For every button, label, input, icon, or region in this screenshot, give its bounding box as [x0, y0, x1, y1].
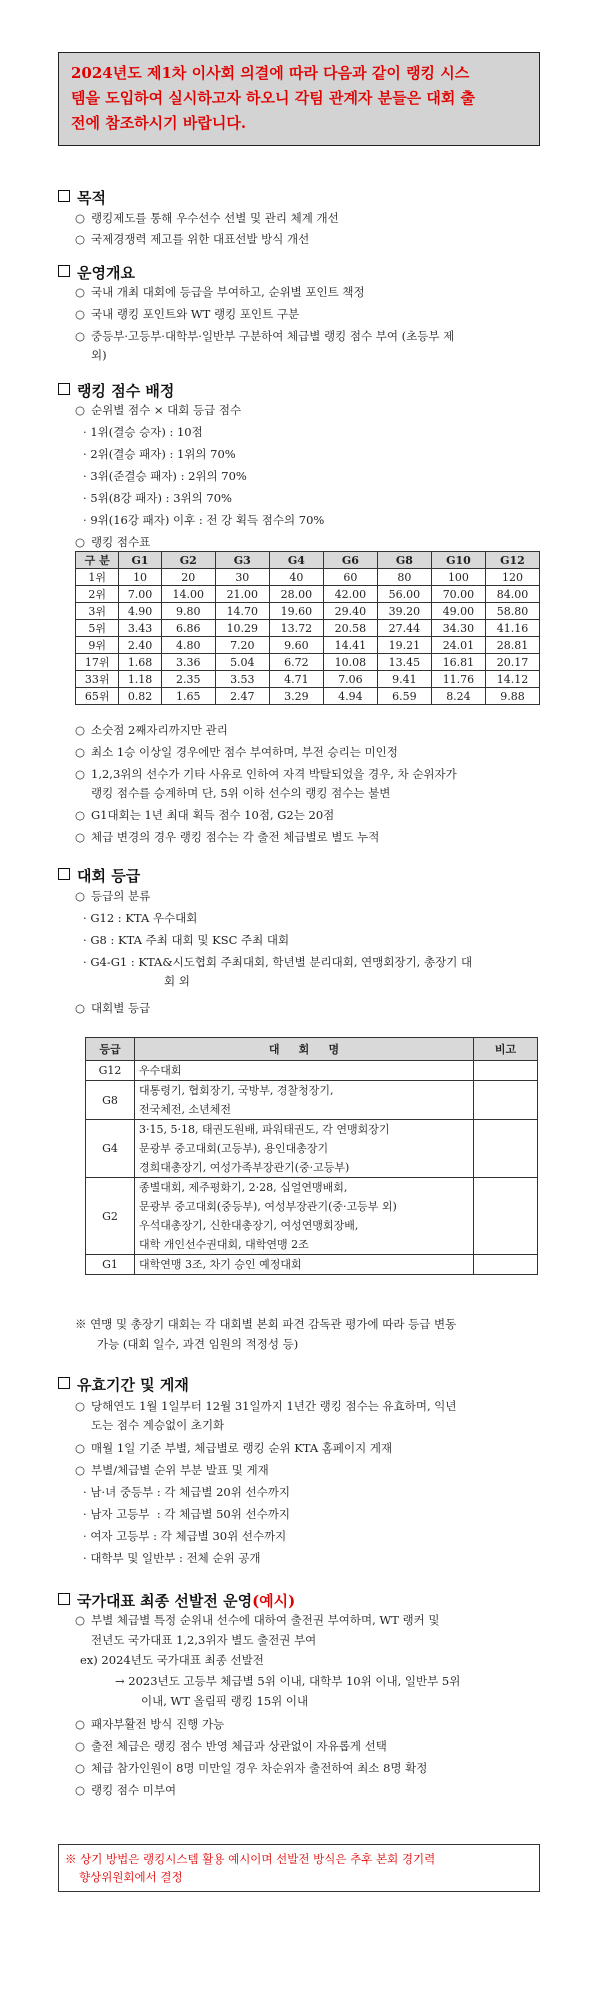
section-scoring-title: 랭킹 점수 배정	[58, 380, 174, 401]
class-item: · G8 : KTA 주최 대회 및 KSC 주최 대회	[83, 933, 290, 947]
notice-line: 2024년도 제1차 이사회 의결에 따라 다음과 같이 랭킹 시스	[71, 64, 470, 82]
checkbox-square-icon	[58, 868, 70, 880]
score-cell: 120	[485, 569, 539, 586]
rank-cell: 9위	[76, 637, 119, 654]
classification-label: ○ 등급의 분류	[75, 889, 151, 903]
remark-cell	[474, 1120, 538, 1178]
grade-note: ※ 연맹 및 총장기 대회는 각 대회별 본회 파견 감독관 평가에 따라 등급 변동	[75, 1317, 457, 1331]
score-cell: 4.80	[161, 637, 215, 654]
score-cell: 84.00	[485, 586, 539, 603]
section-overview-title: 운영개요	[58, 262, 135, 283]
list-item: ○ 랭킹 점수 미부여	[75, 1783, 177, 1797]
table-row	[86, 1120, 538, 1178]
list-item: ○ 중등부·고등부·대학부·일반부 구분하여 체급별 랭킹 점수 부여 (초등부 제	[75, 329, 455, 343]
score-cell: 4.71	[269, 671, 323, 688]
score-cell: 3.36	[161, 654, 215, 671]
score-cell: 80	[377, 569, 431, 586]
table-header: 구 분	[76, 552, 119, 569]
notice-line: 전에 참조하시기 바랍니다.	[71, 114, 247, 132]
table-header: G8	[377, 552, 431, 569]
score-cell: 29.40	[323, 603, 377, 620]
rank-cell: 1위	[76, 569, 119, 586]
notice-box	[58, 52, 540, 146]
table-row	[86, 1255, 538, 1275]
note-item-cont: 랭킹 점수를 승계하며 단, 5위 이하 선수의 랭킹 점수는 불변	[91, 786, 391, 800]
table-header: G2	[161, 552, 215, 569]
score-cell: 6.86	[161, 620, 215, 637]
example-detail: → 2023년도 고등부 체급별 5위 이내, 대학부 10위 이내, 일반부 5위	[115, 1674, 461, 1688]
score-cell: 1.65	[161, 688, 215, 705]
section-purpose-title: 목적	[58, 187, 106, 208]
example-line: ex) 2024년도 국가대표 최종 선발전	[80, 1653, 264, 1667]
note-item: ○ 1,2,3위의 선수가 기타 사유로 인하여 자격 박탈되었을 경우, 차 순위자가	[75, 767, 457, 781]
list-item: ○ 국내 랭킹 포인트와 WT 랭킹 포인트 구분	[75, 307, 300, 321]
table-row	[76, 637, 540, 654]
table-header: 비고	[474, 1038, 538, 1061]
sub-item: · 대학부 및 일반부 : 전체 순위 공개	[83, 1551, 261, 1565]
score-cell: 1.18	[119, 671, 161, 688]
list-item: ○ 출전 체급은 랭킹 점수 반영 체급과 상관없이 자유롭게 선택	[75, 1739, 387, 1753]
score-cell: 41.16	[485, 620, 539, 637]
grade-cell: G1	[86, 1255, 135, 1275]
sub-item: · 남자 고등부 : 각 체급별 50위 선수까지	[83, 1507, 290, 1521]
note-item: ○ 소숫점 2째자리까지만 관리	[75, 723, 228, 737]
grade-cell: G4	[86, 1120, 135, 1178]
score-cell: 19.60	[269, 603, 323, 620]
note-item: ○ 체급 변경의 경우 랭킹 점수는 각 출전 체급별로 별도 누적	[75, 830, 380, 844]
table-header: G6	[323, 552, 377, 569]
score-cell: 7.06	[323, 671, 377, 688]
table-header: G1	[119, 552, 161, 569]
grade-cell: G2	[86, 1178, 135, 1255]
score-cell: 20.17	[485, 654, 539, 671]
score-cell: 0.82	[119, 688, 161, 705]
score-cell: 14.12	[485, 671, 539, 688]
rank-cell: 33위	[76, 671, 119, 688]
competition-grade-table	[85, 1037, 538, 1275]
score-cell: 9.88	[485, 688, 539, 705]
score-cell: 13.72	[269, 620, 323, 637]
score-cell: 6.59	[377, 688, 431, 705]
table-row	[76, 654, 540, 671]
checkbox-square-icon	[58, 1377, 70, 1389]
score-cell: 21.00	[215, 586, 269, 603]
footnote-box	[58, 1844, 540, 1892]
competition-name: 3·15, 5·18, 태권도원배, 파워태권도, 각 연맹회장기	[139, 1123, 390, 1136]
remark-cell	[474, 1081, 538, 1120]
table-row	[76, 671, 540, 688]
class-item-cont: 회 외	[164, 974, 190, 988]
ranking-score-table	[75, 551, 540, 705]
score-cell: 13.45	[377, 654, 431, 671]
list-item-cont: 도는 점수 계승없이 초기화	[91, 1418, 225, 1432]
grade-cell: G8	[86, 1081, 135, 1120]
rank-cell: 65위	[76, 688, 119, 705]
competition-name: 우수대회	[139, 1064, 182, 1077]
list-item: ○ 매월 1일 기준 부별, 체급별로 랭킹 순위 KTA 홈페이지 게재	[75, 1441, 393, 1455]
score-cell: 70.00	[431, 586, 485, 603]
score-cell: 10.08	[323, 654, 377, 671]
checkbox-square-icon	[58, 1593, 70, 1605]
class-item: · G12 : KTA 우수대회	[83, 911, 198, 925]
competition-name: 문광부 중고대회(고등부), 용인대총장기	[139, 1142, 329, 1155]
section-grades-title: 대회 등급	[58, 865, 140, 886]
table-header: 등급	[86, 1038, 135, 1061]
table-row	[76, 603, 540, 620]
rank-item: · 3위(준결승 패자) : 2위의 70%	[83, 469, 247, 483]
competition-name: 대학 개인선수권대회, 대학연맹 2조	[139, 1238, 309, 1251]
score-cell: 14.41	[323, 637, 377, 654]
remark-cell	[474, 1061, 538, 1081]
remark-cell	[474, 1255, 538, 1275]
rank-cell: 2위	[76, 586, 119, 603]
score-cell: 3.29	[269, 688, 323, 705]
table-row	[76, 620, 540, 637]
list-item: ○ 국내 개최 대회에 등급을 부여하고, 순위별 포인트 책정	[75, 285, 365, 299]
table-header: G4	[269, 552, 323, 569]
footnote-line: 향상위원회에서 결정	[79, 1870, 183, 1884]
list-item: ○ 국제경쟁력 제고를 위한 대표선발 방식 개선	[75, 232, 310, 246]
score-cell: 3.53	[215, 671, 269, 688]
table-row	[86, 1061, 538, 1081]
list-item: ○ 체급 참가인원이 8명 미만일 경우 차순위자 출전하여 최소 8명 확정	[75, 1761, 428, 1775]
list-item: ○ 당해연도 1월 1일부터 12월 31일까지 1년간 랭킹 점수는 유효하며, 익년	[75, 1399, 457, 1413]
class-item: · G4-G1 : KTA&시도협회 주최대회, 학년별 분리대회, 연맹회장기, 총장기 대	[83, 955, 473, 969]
competition-name: 경희대총장기, 여성가족부장관기(중·고등부)	[139, 1161, 350, 1174]
score-cell: 58.80	[485, 603, 539, 620]
footnote-line: ※ 상기 방법은 랭킹시스템 활용 예시이며 선발전 방식은 추후 본회 경기력	[65, 1852, 436, 1866]
list-item: ○ 랭킹제도를 통해 우수선수 선별 및 관리 체계 개선	[75, 211, 339, 225]
checkbox-square-icon	[58, 190, 70, 202]
rank-cell: 17위	[76, 654, 119, 671]
table-row	[76, 569, 540, 586]
rank-item: · 1위(결승 승자) : 10점	[83, 425, 203, 439]
score-cell: 4.90	[119, 603, 161, 620]
rank-cell: 3위	[76, 603, 119, 620]
table-header: G10	[431, 552, 485, 569]
score-cell: 30	[215, 569, 269, 586]
sub-item: · 여자 고등부 : 각 체급별 30위 선수까지	[83, 1529, 287, 1543]
example-tag: (예시)	[252, 1592, 296, 1610]
table-header: G12	[485, 552, 539, 569]
score-cell: 39.20	[377, 603, 431, 620]
checkbox-square-icon	[58, 383, 70, 395]
score-cell: 14.70	[215, 603, 269, 620]
score-cell: 7.00	[119, 586, 161, 603]
competition-name: 대학연맹 3조, 차기 승인 예정대회	[139, 1258, 302, 1271]
score-cell: 2.35	[161, 671, 215, 688]
score-cell: 7.20	[215, 637, 269, 654]
score-cell: 19.21	[377, 637, 431, 654]
score-cell: 1.68	[119, 654, 161, 671]
rank-item: · 9위(16강 패자) 이후 : 전 강 획득 점수의 70%	[83, 513, 325, 527]
table-header-row	[76, 552, 540, 569]
competition-names-cell	[135, 1081, 474, 1120]
score-cell: 24.01	[431, 637, 485, 654]
table-row	[86, 1178, 538, 1255]
sub-item: · 남·녀 중등부 : 각 체급별 20위 선수까지	[83, 1485, 290, 1499]
list-item: ○ 부별 체급별 특정 순위내 선수에 대하여 출전권 부여하며, WT 랭커 및	[75, 1613, 440, 1627]
table-row	[86, 1081, 538, 1120]
section-national-title: 국가대표 최종 선발전 운영(예시)	[58, 1590, 295, 1611]
list-item: ○ 부별/체급별 순위 부분 발표 및 게재	[75, 1463, 269, 1477]
competition-name: 전국체전, 소년체전	[139, 1103, 232, 1116]
table-label: ○ 랭킹 점수표	[75, 535, 151, 549]
section-validity-title: 유효기간 및 게재	[58, 1374, 189, 1395]
score-cell: 60	[323, 569, 377, 586]
rank-cell: 5위	[76, 620, 119, 637]
competition-name: 우석대총장기, 신한대총장기, 여성연맹회장배,	[139, 1219, 359, 1232]
rank-item: · 2위(결승 패자) : 1위의 70%	[83, 447, 236, 461]
list-item-cont: 전년도 국가대표 1,2,3위자 별도 출전권 부여	[91, 1633, 317, 1647]
table-header: G3	[215, 552, 269, 569]
score-cell: 8.24	[431, 688, 485, 705]
score-cell: 49.00	[431, 603, 485, 620]
score-cell: 56.00	[377, 586, 431, 603]
rank-item: · 5위(8강 패자) : 3위의 70%	[83, 491, 232, 505]
competition-name: 종별대회, 제주평화기, 2·28, 십얼연맹배회,	[139, 1181, 348, 1194]
notice-line: 템을 도입하여 실시하고자 하오니 각팀 관계자 분들은 대회 출	[71, 89, 476, 107]
score-cell: 9.60	[269, 637, 323, 654]
score-cell: 28.00	[269, 586, 323, 603]
score-cell: 11.76	[431, 671, 485, 688]
table-row	[76, 586, 540, 603]
competition-name: 문광부 중고대회(중등부), 여성부장관기(중·고등부 외)	[139, 1200, 397, 1213]
grade-cell: G12	[86, 1061, 135, 1081]
table-row	[76, 688, 540, 705]
score-cell: 40	[269, 569, 323, 586]
note-item: ○ 최소 1승 이상일 경우에만 점수 부여하며, 부전 승리는 미인정	[75, 745, 398, 759]
by-grade-label: ○ 대회별 등급	[75, 1001, 151, 1015]
score-cell: 14.00	[161, 586, 215, 603]
score-cell: 20	[161, 569, 215, 586]
score-cell: 100	[431, 569, 485, 586]
score-cell: 10.29	[215, 620, 269, 637]
remark-cell	[474, 1178, 538, 1255]
scoring-formula: ○ 순위별 점수 × 대회 등급 점수	[75, 403, 242, 417]
score-cell: 9.41	[377, 671, 431, 688]
score-cell: 28.81	[485, 637, 539, 654]
score-cell: 2.40	[119, 637, 161, 654]
score-cell: 2.47	[215, 688, 269, 705]
competition-name: 대통령기, 협회장기, 국방부, 경찰청장기,	[139, 1084, 334, 1097]
note-item: ○ G1대회는 1년 최대 획득 점수 10점, G2는 20점	[75, 808, 335, 822]
score-cell: 42.00	[323, 586, 377, 603]
score-cell: 27.44	[377, 620, 431, 637]
competition-names-cell	[135, 1120, 474, 1178]
competition-names-cell	[135, 1061, 474, 1081]
score-cell: 9.80	[161, 603, 215, 620]
score-cell: 10	[119, 569, 161, 586]
checkbox-square-icon	[58, 265, 70, 277]
score-cell: 5.04	[215, 654, 269, 671]
grade-note-cont: 가능 (대회 일수, 과견 임원의 적정성 등)	[97, 1337, 299, 1351]
table-header-row	[86, 1038, 538, 1061]
score-cell: 16.81	[431, 654, 485, 671]
table-header: 대 회 명	[135, 1038, 474, 1061]
score-cell: 6.72	[269, 654, 323, 671]
score-cell: 3.43	[119, 620, 161, 637]
competition-names-cell	[135, 1255, 474, 1275]
example-detail-cont: 이내, WT 올림픽 랭킹 15위 이내	[141, 1694, 309, 1708]
score-cell: 20.58	[323, 620, 377, 637]
score-cell: 4.94	[323, 688, 377, 705]
list-item: ○ 패자부활전 방식 진행 가능	[75, 1717, 225, 1731]
competition-names-cell	[135, 1178, 474, 1255]
score-cell: 34.30	[431, 620, 485, 637]
list-item-cont: 외)	[91, 348, 107, 362]
